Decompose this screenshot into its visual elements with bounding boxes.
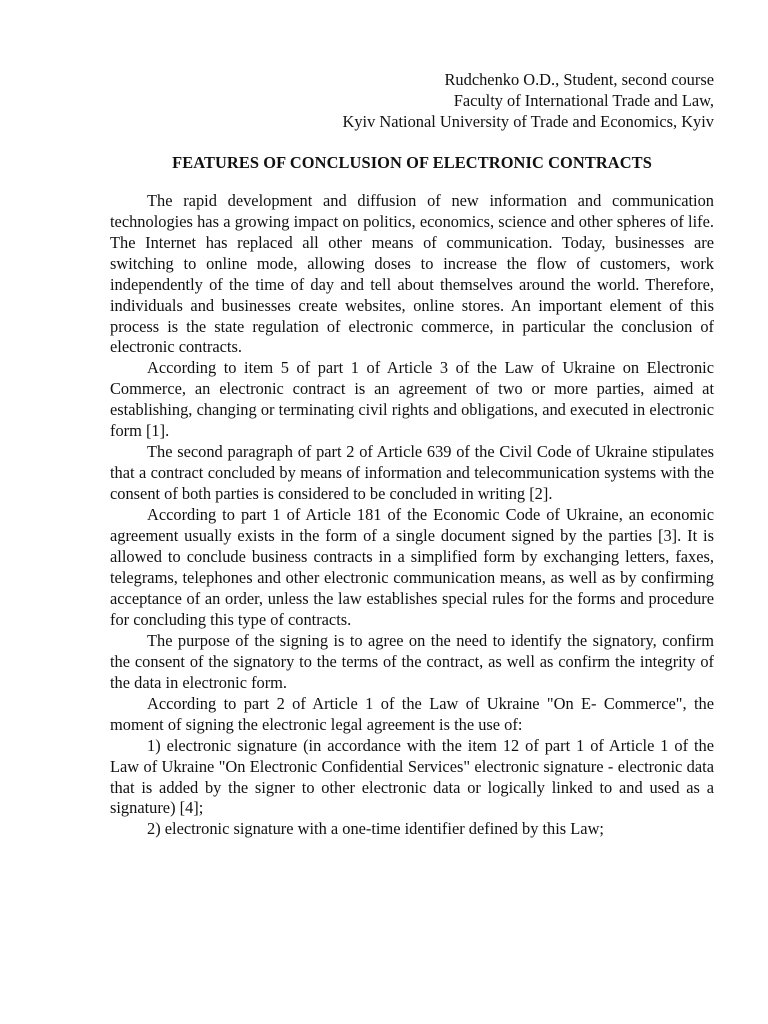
paragraph-economic-code: According to part 1 of Article 181 of the Economic Code of Ukraine, an economic agreement usually exists in the form of a single document signed by the parties [3]. It is allowed to conclude business contracts in a simplified form by exchanging letters, faxes, telegrams, telephones and other electronic communication means, as well as by confirming acceptance of an order, unless the law establishes special rules for the forms and procedure for concluding this type of contracts. <box>110 505 714 629</box>
paragraph-definition: According to item 5 of part 1 of Article 3 of the Law of Ukraine on Electronic Commerce, an electronic contract is an agreement of two or more parties, aimed at establishing, changing or terminating civil rights and obligations, and executed in electronic form [1]. <box>110 358 714 441</box>
author-affiliation-block <box>110 70 714 133</box>
document-page <box>110 70 714 840</box>
paragraph-civil-code: The second paragraph of part 2 of Article 639 of the Civil Code of Ukraine stipulates that a contract concluded by means of information and telecommunication systems with the consent of both parties is considered to be concluded in writing [2]. <box>110 442 714 504</box>
paragraph-intro: The rapid development and diffusion of new information and communication technologies has a growing impact on politics, economics, science and other spheres of life. The Internet has replaced all other means of communication. Today, businesses are switching to online mode, allowing doses to increase the flow of customers, work independently of the time of day and tell about themselves around the world. Therefore, individuals and businesses create websites, online stores. An important element of this process is the state regulation of electronic commerce, in particular the conclusion of electronic contracts. <box>110 190 714 357</box>
university-line: Kyiv National University of Trade and Economics, Kyiv <box>342 111 714 131</box>
faculty-line: Faculty of International Trade and Law, <box>453 90 714 110</box>
paragraph-ecommerce-law: According to part 2 of Article 1 of the Law of Ukraine "On E- Commerce", the moment of signing the electronic legal agreement is the use of: <box>110 693 714 734</box>
list-item-one-time-identifier: 2) electronic signature with a one-time identifier defined by this Law; <box>147 819 604 839</box>
paper-title: FEATURES OF CONCLUSION OF ELECTRONIC CONTRACTS <box>172 152 652 172</box>
paragraph-signing-purpose: The purpose of the signing is to agree on the need to identify the signatory, confirm the consent of the signatory to the terms of the contract, as well as confirm the integrity of the data in electronic form. <box>110 630 714 692</box>
author-line: Rudchenko O.D., Student, second course <box>444 70 714 89</box>
list-item-electronic-signature: 1) electronic signature (in accordance with the item 12 of part 1 of Article 1 of the Law of Ukraine "On Electronic Confidential Services" electronic signature - electronic data that is added by the signer to other electronic data or logically linked to and used as a signature) [4]; <box>110 735 714 818</box>
body-text <box>110 191 714 841</box>
